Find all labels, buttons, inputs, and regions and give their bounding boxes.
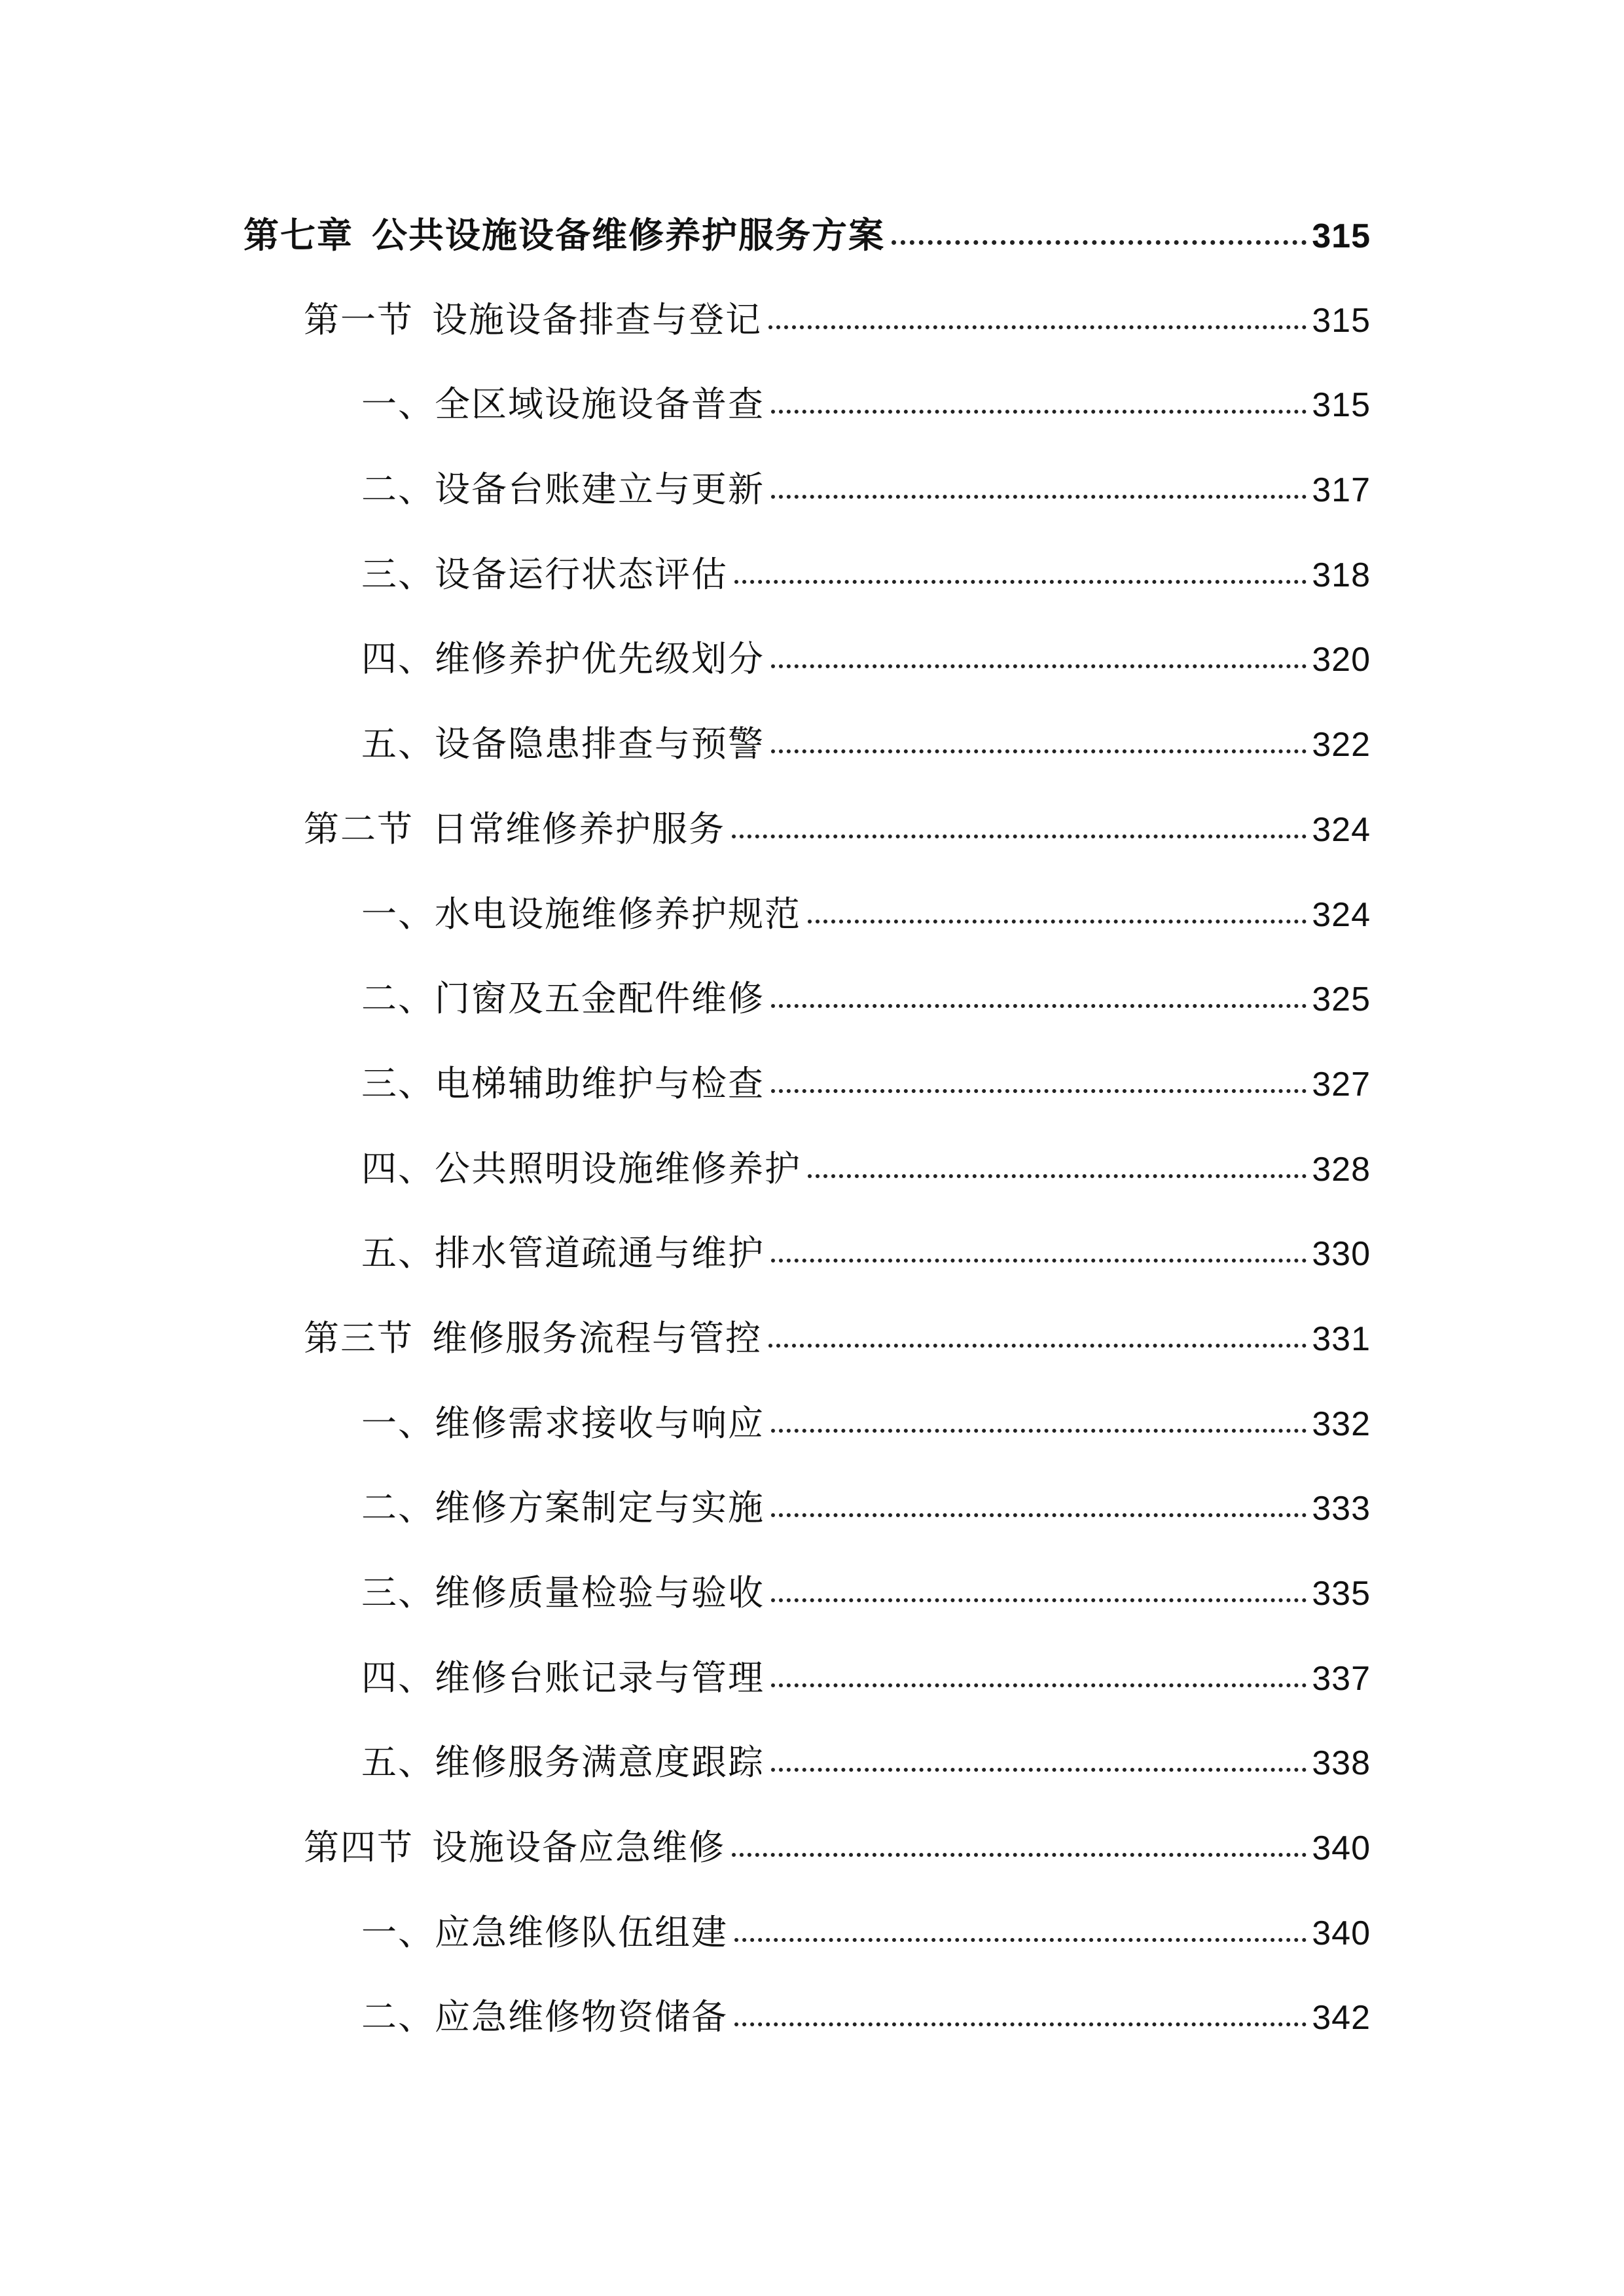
toc-entry-number: 第一节 — [304, 298, 414, 340]
toc-entry-title — [361, 1402, 765, 1444]
toc-entry-title — [361, 1487, 765, 1529]
toc-entry-text: 二、设备台账建立与更新 — [361, 469, 765, 511]
toc-entry-text: 三、维修质量检验与验收 — [361, 1572, 765, 1613]
toc-entry-text: 四、公共照明设施维修养护 — [361, 1147, 801, 1189]
dot-leader — [771, 1429, 1307, 1433]
toc-page-number: 340 — [1312, 1829, 1371, 1868]
dot-leader — [771, 1004, 1307, 1008]
toc-page-number: 335 — [1312, 1575, 1371, 1613]
toc-entry-title — [361, 1657, 765, 1698]
toc-entry-text: 五、维修服务满意度跟踪 — [361, 1742, 765, 1784]
toc-entry-text: 二、维修方案制定与实施 — [361, 1487, 765, 1529]
dot-leader — [808, 1174, 1307, 1178]
toc-subsection-entry[interactable] — [244, 1902, 1371, 1987]
dot-leader — [768, 325, 1307, 329]
toc-page-number: 325 — [1312, 980, 1371, 1019]
toc-page-number: 331 — [1312, 1319, 1371, 1358]
toc-entry-text: 五、设备隐患排查与预警 — [361, 723, 765, 765]
dot-leader — [771, 1259, 1307, 1263]
toc-subsection-entry[interactable] — [244, 544, 1371, 629]
toc-subsection-entry[interactable] — [244, 1477, 1371, 1562]
toc-section-entry[interactable] — [244, 289, 1371, 374]
toc-subsection-entry[interactable] — [244, 374, 1371, 459]
dot-leader — [771, 749, 1307, 753]
dot-leader — [771, 1513, 1307, 1517]
toc-entry-number: 第二节 — [304, 808, 414, 850]
toc-entry-title — [244, 214, 885, 256]
toc-entry-title — [361, 1572, 765, 1613]
toc-page-number: 320 — [1312, 641, 1371, 679]
toc-entry-title — [361, 384, 765, 425]
toc-subsection-entry[interactable] — [244, 1986, 1371, 2072]
dot-leader — [771, 1683, 1307, 1687]
toc-page-number: 315 — [1312, 386, 1371, 425]
toc-page-number: 315 — [1312, 301, 1371, 340]
toc-chapter-entry[interactable] — [244, 204, 1371, 289]
toc-page-number: 332 — [1312, 1405, 1371, 1443]
toc-entry-number: 第四节 — [304, 1827, 414, 1869]
dot-leader — [734, 1938, 1307, 1942]
toc-entry-title — [304, 298, 762, 340]
toc-page-number: 322 — [1312, 726, 1371, 764]
dot-leader — [771, 1768, 1307, 1772]
dot-leader — [771, 410, 1307, 414]
toc-entry-title — [361, 723, 765, 765]
toc-section-entry[interactable] — [244, 798, 1371, 884]
toc-page-number: 340 — [1312, 1914, 1371, 1952]
toc-entry-text: 五、排水管道疏通与维护 — [361, 1232, 765, 1274]
table-of-contents — [244, 204, 1371, 2072]
toc-entry-text: 一、维修需求接收与响应 — [361, 1402, 765, 1444]
dot-leader — [771, 495, 1307, 499]
dot-leader — [768, 1344, 1307, 1348]
toc-subsection-entry[interactable] — [244, 1562, 1371, 1647]
dot-leader — [732, 1853, 1307, 1857]
toc-subsection-entry[interactable] — [244, 459, 1371, 544]
toc-subsection-entry[interactable] — [244, 968, 1371, 1053]
toc-entry-title — [361, 553, 728, 595]
toc-entry-text: 一、水电设施维修养护规范 — [361, 893, 801, 935]
dot-leader — [734, 2022, 1307, 2026]
toc-page-number: 333 — [1312, 1490, 1371, 1528]
dot-leader — [771, 1089, 1307, 1093]
toc-subsection-entry[interactable] — [244, 1138, 1371, 1223]
toc-entry-text: 四、维修养护优先级划分 — [361, 638, 765, 680]
toc-entry-title — [361, 893, 801, 935]
toc-section-entry[interactable] — [244, 1817, 1371, 1902]
toc-entry-title — [361, 978, 765, 1020]
toc-entry-title — [361, 1062, 765, 1104]
toc-entry-number: 第七章 — [244, 214, 353, 256]
dot-leader — [892, 240, 1307, 245]
toc-entry-text: 维修服务流程与管控 — [432, 1317, 762, 1359]
toc-page-number: 330 — [1312, 1235, 1371, 1274]
toc-page-number: 317 — [1312, 471, 1371, 510]
dot-leader — [771, 1598, 1307, 1602]
toc-entry-text: 一、全区域设施设备普查 — [361, 384, 765, 425]
toc-subsection-entry[interactable] — [244, 1393, 1371, 1478]
toc-entry-text: 日常维修养护服务 — [432, 808, 725, 850]
toc-subsection-entry[interactable] — [244, 628, 1371, 713]
toc-entry-text: 一、应急维修队伍组建 — [361, 1911, 728, 1953]
toc-subsection-entry[interactable] — [244, 1223, 1371, 1308]
dot-leader — [734, 580, 1307, 584]
toc-section-entry[interactable] — [244, 1308, 1371, 1393]
toc-entry-title — [304, 1317, 762, 1359]
toc-page-number: 324 — [1312, 895, 1371, 934]
toc-subsection-entry[interactable] — [244, 1732, 1371, 1817]
toc-entry-text: 二、应急维修物资储备 — [361, 1996, 728, 2038]
toc-entry-text: 三、电梯辅助维护与检查 — [361, 1062, 765, 1104]
toc-entry-title — [361, 1742, 765, 1784]
toc-entry-title — [361, 1996, 728, 2038]
toc-entry-text: 三、设备运行状态评估 — [361, 553, 728, 595]
toc-entry-title — [304, 1827, 725, 1869]
toc-page-number: 315 — [1312, 217, 1371, 255]
toc-entry-text: 设施设备应急维修 — [432, 1827, 725, 1869]
toc-subsection-entry[interactable] — [244, 884, 1371, 969]
toc-subsection-entry[interactable] — [244, 713, 1371, 798]
toc-entry-title — [361, 1911, 728, 1953]
toc-entry-number: 第三节 — [304, 1317, 414, 1359]
toc-page-number: 337 — [1312, 1659, 1371, 1698]
toc-subsection-entry[interactable] — [244, 1053, 1371, 1138]
toc-page-number: 318 — [1312, 556, 1371, 594]
dot-leader — [732, 834, 1307, 838]
toc-page-number: 327 — [1312, 1065, 1371, 1103]
toc-entry-text: 四、维修台账记录与管理 — [361, 1657, 765, 1698]
dot-leader — [771, 664, 1307, 668]
toc-entry-title — [361, 469, 765, 511]
toc-page-number: 324 — [1312, 810, 1371, 849]
dot-leader — [808, 920, 1307, 924]
toc-page-number: 328 — [1312, 1150, 1371, 1189]
toc-entry-title — [361, 638, 765, 680]
toc-entry-title — [304, 808, 725, 850]
toc-entry-text: 二、门窗及五金配件维修 — [361, 978, 765, 1020]
toc-entry-text: 公共设施设备维修养护服务方案 — [372, 214, 885, 256]
toc-entry-title — [361, 1232, 765, 1274]
toc-entry-title — [361, 1147, 801, 1189]
toc-page-number: 338 — [1312, 1744, 1371, 1783]
toc-entry-text: 设施设备排查与登记 — [432, 298, 762, 340]
toc-subsection-entry[interactable] — [244, 1647, 1371, 1732]
toc-page-number: 342 — [1312, 1999, 1371, 2037]
